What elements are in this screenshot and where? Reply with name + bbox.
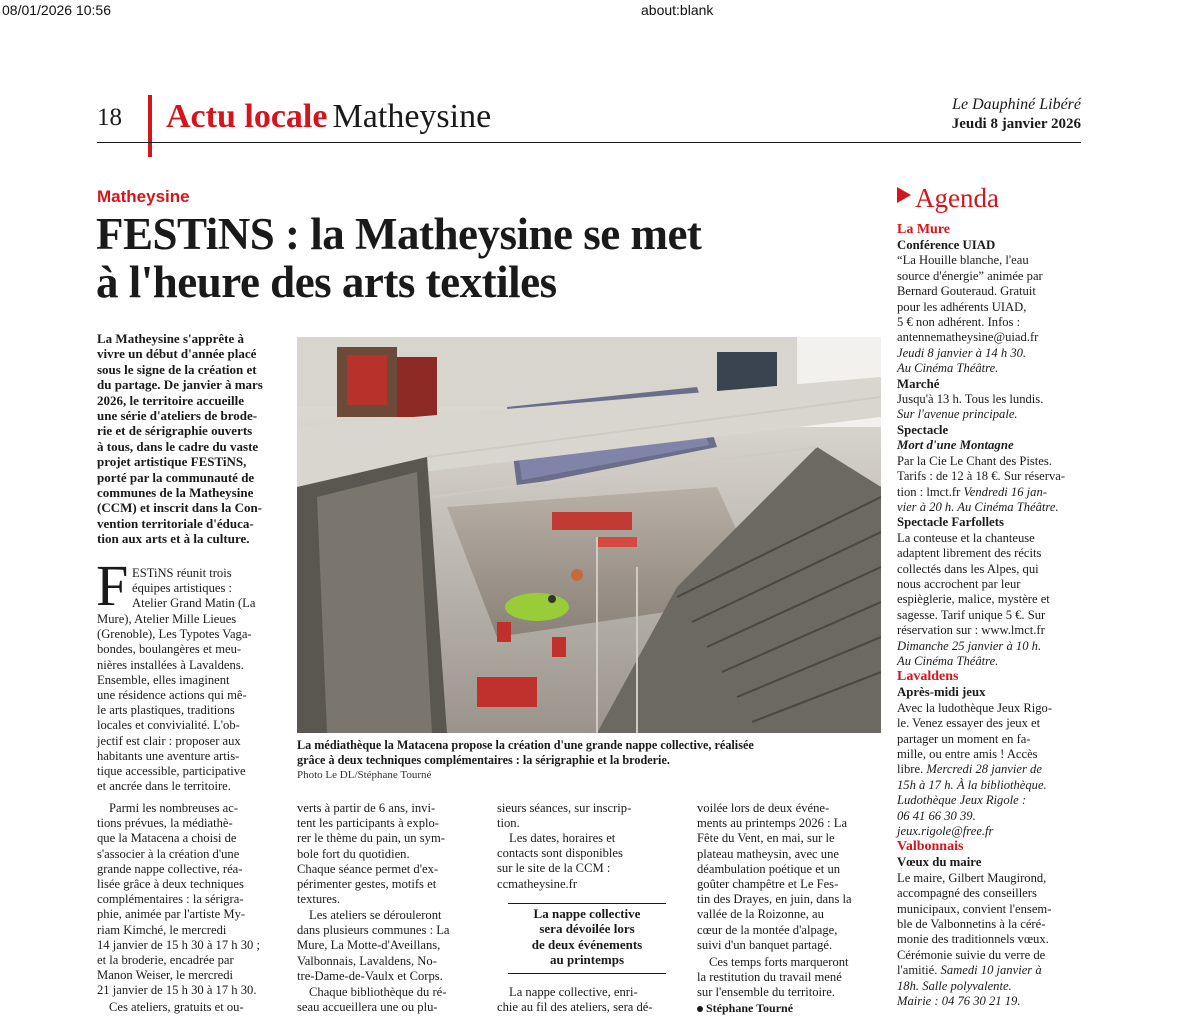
agenda-event-text (897, 762, 1087, 777)
agenda-time-part: Samedi 10 janvier à (940, 963, 1042, 978)
column-2-p1-line: textures. (297, 892, 341, 907)
newspaper-name: Le Dauphiné Libéré (952, 96, 1081, 113)
kicker: Matheysine (97, 187, 190, 206)
column-4-p1-line: plateau matheysin, avec une (697, 846, 839, 861)
agenda-event-text: nous accrochent par leur (897, 576, 1021, 591)
lead-line: vivre un début d'année placé (97, 346, 257, 362)
agenda-event-text: adaptent librement des récits (897, 546, 1042, 561)
pullquote-bottom-rule (508, 973, 666, 974)
column-1-line: locales et convivialité. L'ob- (97, 718, 240, 733)
lead-line: à tous, dans le cadre du vaste (97, 438, 259, 454)
column-4-p1-line: voilée lors de deux événe- (697, 801, 830, 815)
agenda-event-text: partager un moment en fa- (897, 731, 1031, 746)
column-2-p3-line: seau accueillera une ou plu- (297, 1000, 438, 1015)
agenda-event-text: collectés dans les Alpes, qui (897, 561, 1039, 576)
pullquote-line: de deux événements (531, 936, 643, 952)
agenda-event-time: 06 41 66 30 39. (897, 808, 976, 823)
column-1-line: Mure), Atelier Mille Lieues (97, 612, 237, 626)
lead-line: une série d'ateliers de brode- (97, 408, 258, 424)
agenda-text-part: l'amitié. (897, 963, 941, 978)
headline (96, 210, 701, 306)
column-1-p2-line: lisée grâce à deux techniques (97, 877, 244, 892)
pullquote-line: au printemps (549, 952, 625, 968)
agenda-event-text: Jusqu'à 13 h. Tous les lundis. (897, 392, 1044, 407)
agenda-event-text: “La Houille blanche, l'eau (897, 253, 1029, 268)
column-1-first-line: Atelier Grand Matin (La (132, 596, 256, 611)
agenda-event-time: Mairie : 04 76 30 21 19. (897, 994, 1021, 1009)
caption-line-1: La médiathèque la Matacena propose la création d'une grande nappe collective, réalisée (297, 738, 754, 752)
agenda-event-title: Spectacle Farfollets (897, 515, 1004, 530)
agenda-header (897, 183, 999, 214)
column-1-p2-line: Parmi les nombreuses ac- (109, 801, 239, 815)
column-1-line: nières installées à Lavaldens. (97, 657, 244, 672)
column-4-p1-line: suivi d'un banquet partagé. (697, 937, 833, 952)
library-interior-illustration (297, 337, 881, 733)
agenda-event-text: La conteuse et la chanteuse (897, 530, 1035, 545)
column-2-p1-line: bole fort du quotidien. (297, 846, 410, 861)
header-red-rule (148, 95, 152, 157)
agenda-event-text: 5 € non adhérent. Infos : (897, 315, 1021, 330)
pullquote (497, 906, 677, 968)
lead-line: (CCM) et inscrit dans la Con- (97, 500, 263, 516)
signature (697, 1001, 793, 1016)
agenda-event-time: vier à 20 h. Au Cinéma Théâtre. (897, 499, 1059, 514)
lead-line: communes de la Matheysine (97, 485, 254, 501)
column-1-line: habitants une aventure artis- (97, 748, 240, 763)
column-1-tail: Ces ateliers, gratuits et ou- (109, 1000, 244, 1014)
agenda-event-title: Marché (897, 376, 940, 391)
column-3-p2-line: sur le site de la CCM : (497, 861, 611, 876)
column-1-line: bondes, boulangères et meu- (97, 642, 242, 657)
caption-line-2: grâce à deux techniques complémentaires : la sérigraphie et la broderie. (297, 753, 670, 767)
column-2-p1-line: verts à partir de 6 ans, invi- (297, 801, 436, 815)
column-4-p2-line: sur l'ensemble du territoire. (697, 985, 835, 1000)
column-1-p2-line: 14 janvier de 15 h 30 à 17 h 30 ; (97, 937, 260, 952)
column-4-p1-line: vallée de la Roizonne, au (697, 907, 824, 922)
agenda-event-text: municipaux, convient l'ensem- (897, 901, 1052, 916)
column-3-p1-line: tion. (497, 816, 520, 831)
column-2-p1-line: rer le thème du pain, un sym- (297, 831, 445, 846)
column-3-p3-line: chie au fil des ateliers, sera dé- (497, 1000, 653, 1015)
agenda-event-time: Dimanche 25 janvier à 10 h. (897, 638, 1042, 653)
column-2-paragraph-3 (297, 985, 481, 1015)
agenda-list (897, 222, 1087, 1010)
lead-line: vention territoriale d'éduca- (97, 515, 254, 531)
agenda-event-text: réservation sur : www.lmct.fr (897, 623, 1045, 638)
drop-cap: F (96, 553, 129, 618)
column-1-p2-line: complémentaires : la sérigra- (97, 892, 244, 907)
triangle-right-icon (897, 187, 911, 203)
column-3-p3-line: La nappe collective, enri- (509, 985, 638, 999)
column-1-first-lines (132, 566, 281, 612)
agenda-text-part: tion : lmct.fr (897, 484, 964, 499)
column-4-p1-line: ments au printemps 2026 : La (697, 816, 848, 831)
column-2-paragraph-2 (297, 908, 481, 984)
subsection-label: Matheysine (332, 98, 492, 135)
column-3-p2-line: ccmatheysine.fr (497, 876, 578, 891)
agenda-event-text: pour les adhérents UIAD, (897, 299, 1027, 314)
column-4-p2-line: Ces temps forts marqueront (709, 955, 849, 969)
agenda-event-text: Cérémonie suivie du verre de (897, 947, 1046, 962)
column-4-p1-line: déambulation poétique et un (697, 861, 841, 876)
agenda-event-text: antennematheysine@uiad.fr (897, 330, 1039, 345)
agenda-event-time: jeux.rigole@free.fr (897, 824, 994, 839)
agenda-event-text: espièglerie, malice, mystère et (897, 592, 1050, 607)
agenda-event-text: Le maire, Gilbert Maugirond, (897, 870, 1047, 885)
header-rule (97, 142, 1081, 143)
agenda-event-title: Après-midi jeux (897, 685, 986, 700)
headline-line-1: FESTiNS : la Matheysine se met (96, 209, 702, 259)
agenda-event-time: Au Cinéma Théâtre. (897, 361, 999, 376)
column-1-line: et ancrée dans le territoire. (97, 779, 231, 794)
column-1-p2-line: et la broderie, encadrée par (97, 953, 234, 968)
agenda-event-subtitle: Mort d'une Montagne (897, 438, 1014, 453)
column-2-p2-line: Les ateliers se dérouleront (309, 908, 442, 922)
agenda-event-text: sagesse. Tarif unique 5 €. Sur (897, 607, 1046, 622)
column-1-p2-line: que la Matacena a choisi de (97, 831, 237, 846)
agenda-event-title: Spectacle (897, 422, 949, 437)
column-3-p1-line: sieurs séances, sur inscrip- (497, 801, 632, 815)
issue-date: Jeudi 8 janvier 2026 (951, 116, 1081, 132)
column-2-p2-line: Mure, La Motte-d'Aveillans, (297, 938, 441, 953)
column-2-paragraph-1 (297, 801, 481, 907)
section-label: Actu locale (166, 98, 328, 135)
column-4-p2-line: la restitution du travail mené (697, 970, 842, 985)
column-4-p1-line: Fête du Vent, en mai, sur le (697, 831, 835, 846)
lead-line: porté par la communauté de (97, 469, 255, 485)
column-1-p2-line: tions prévues, la médiathè- (97, 816, 233, 831)
column-3-p2-line: Les dates, horaires et (509, 831, 616, 845)
page-number: 18 (97, 104, 122, 131)
agenda-event-time: Jeudi 8 janvier à 14 h 30. (897, 345, 1027, 360)
column-1-line: le arts plastiques, traditions (97, 703, 235, 718)
column-1-p2-line: 21 janvier de 15 h 30 à 17 h 30. (97, 983, 257, 998)
signature-bullet-icon (697, 1006, 703, 1012)
agenda-text-part: libre. (897, 762, 927, 777)
column-1-p2-line: s'associer à la création d'une (97, 846, 240, 861)
column-2-p1-line: périmenter gestes, motifs et (297, 877, 437, 892)
agenda-event-text (897, 485, 1087, 500)
agenda-event-title: Vœux du maire (897, 855, 982, 870)
column-1-paragraph-2 (97, 801, 281, 999)
agenda-event-time: 18h. Salle polyvalente. (897, 978, 1012, 993)
agenda-event-time: Ludothèque Jeux Rigole : (897, 793, 1027, 808)
column-2-p1-line: Chaque séance permet d'ex- (297, 861, 439, 876)
column-1-body (97, 612, 281, 794)
photo-caption (297, 738, 887, 768)
agenda-event-text: mille, ou entre amis ! Accès (897, 747, 1038, 761)
agenda-event-text: ble de Valbonnetins à la céré- (897, 917, 1046, 932)
column-3-p2-line: contacts sont disponibles (497, 846, 623, 861)
column-2-p2-line: dans plusieurs communes : La (297, 923, 450, 938)
lead-line: projet artistique FESTiNS, (97, 454, 247, 470)
column-1-p2-line: grande nappe collective, réa- (97, 861, 243, 876)
agenda-event-text (897, 963, 1087, 978)
column-4-p1-line: cœur de la montée d'alpage, (697, 922, 838, 937)
column-1-line: une résidence actions qui mê- (97, 688, 247, 703)
photo-credit: Photo Le DL/Stéphane Tourné (297, 769, 432, 781)
column-1-p2-line: riam Kimché, le mercredi (97, 922, 227, 937)
agenda-time-part: Mercredi 28 janvier de (926, 762, 1042, 777)
article-photo (297, 337, 881, 733)
agenda-event-time: Au Cinéma Théâtre. (897, 653, 999, 668)
lead-line: tion aux arts et à la culture. (97, 531, 250, 547)
section-title (166, 98, 491, 136)
column-1-line: jectif est clair : proposer aux (97, 733, 241, 748)
agenda-place: Valbonnais (897, 839, 964, 855)
agenda-event-text: Bernard Gouteraud. Gratuit (897, 284, 1036, 299)
agenda-event-text: Par la Cie Le Chant des Pistes. (897, 453, 1052, 468)
column-1-line: (Grenoble), Les Typotes Vaga- (97, 627, 252, 642)
signature-name: Stéphane Tourné (706, 1001, 794, 1015)
agenda-event-text: Tarifs : de 12 à 18 €. Sur réserva- (897, 469, 1066, 484)
agenda-event-text: le. Venez essayer des jeux et (897, 716, 1041, 731)
pullquote-top-rule (508, 903, 666, 904)
column-3-paragraph-2 (497, 831, 681, 892)
agenda-place: La Mure (897, 222, 951, 237)
column-3-paragraph-3 (497, 985, 681, 1015)
lead-line: sous le signe de la création et (97, 361, 257, 377)
column-1-p2-line: phie, animée par l'artiste My- (97, 907, 246, 922)
column-4-p1-line: goûter champêtre et Le Fes- (697, 877, 839, 892)
lead-paragraph (97, 331, 286, 547)
column-4-paragraph-1 (697, 801, 881, 953)
agenda-event-time: 15h à 17 h. À la bibliothèque. (897, 777, 1047, 792)
column-1-line: Ensemble, elles imaginent (97, 672, 230, 687)
agenda-event-time: Sur l'avenue principale. (897, 407, 1018, 422)
column-1-line: tique accessible, participative (97, 764, 246, 779)
column-4-paragraph-2 (697, 955, 881, 1001)
lead-line: rie et de sérigraphie ouverts (97, 423, 253, 439)
column-1-paragraph-3 (97, 1000, 281, 1015)
lead-line: du partage. De janvier à mars (97, 377, 263, 393)
agenda-event-text: source d'énergie” animée par (897, 268, 1043, 283)
agenda-event-text: accompagné des conseillers (897, 886, 1037, 901)
headline-line-2: à l'heure des arts textiles (96, 257, 557, 307)
column-2-p2-line: Valbonnais, Lavaldens, No- (297, 953, 437, 968)
column-1-first-line: ESTiNS réunit trois (132, 566, 232, 580)
column-3-paragraph-1 (497, 801, 681, 831)
agenda-event-text: monie des traditionnels vœux. (897, 932, 1049, 947)
print-timestamp: 08/01/2026 10:56 (2, 2, 111, 18)
agenda-event-title: Conférence UIAD (897, 238, 996, 252)
pullquote-line: sera dévoilée lors (539, 921, 635, 937)
column-2-p1-line: tent les participants à explo- (297, 816, 439, 831)
column-1-p2-line: Manon Weiser, le mercredi (97, 968, 234, 983)
column-2-p3-line: Chaque bibliothèque du ré- (309, 985, 447, 999)
lead-line: La Matheysine s'apprête à (97, 331, 244, 346)
column-4-p1-line: tin des Drayes, en juin, dans la (697, 892, 852, 907)
column-2-p2-line: tre-Dame-de-Vaulx et Corps. (297, 968, 443, 983)
lead-line: 2026, le territoire accueille (97, 392, 245, 408)
agenda-time-part: Vendredi 16 jan- (963, 484, 1047, 499)
pullquote-line: La nappe collective (533, 906, 641, 921)
agenda-place: Lavaldens (897, 669, 959, 685)
print-url: about:blank (641, 2, 714, 18)
agenda-event-text: Avec la ludothèque Jeux Rigo- (897, 700, 1053, 715)
column-1-first-line: équipes artistiques : (132, 581, 233, 596)
agenda-title: Agenda (915, 183, 999, 213)
